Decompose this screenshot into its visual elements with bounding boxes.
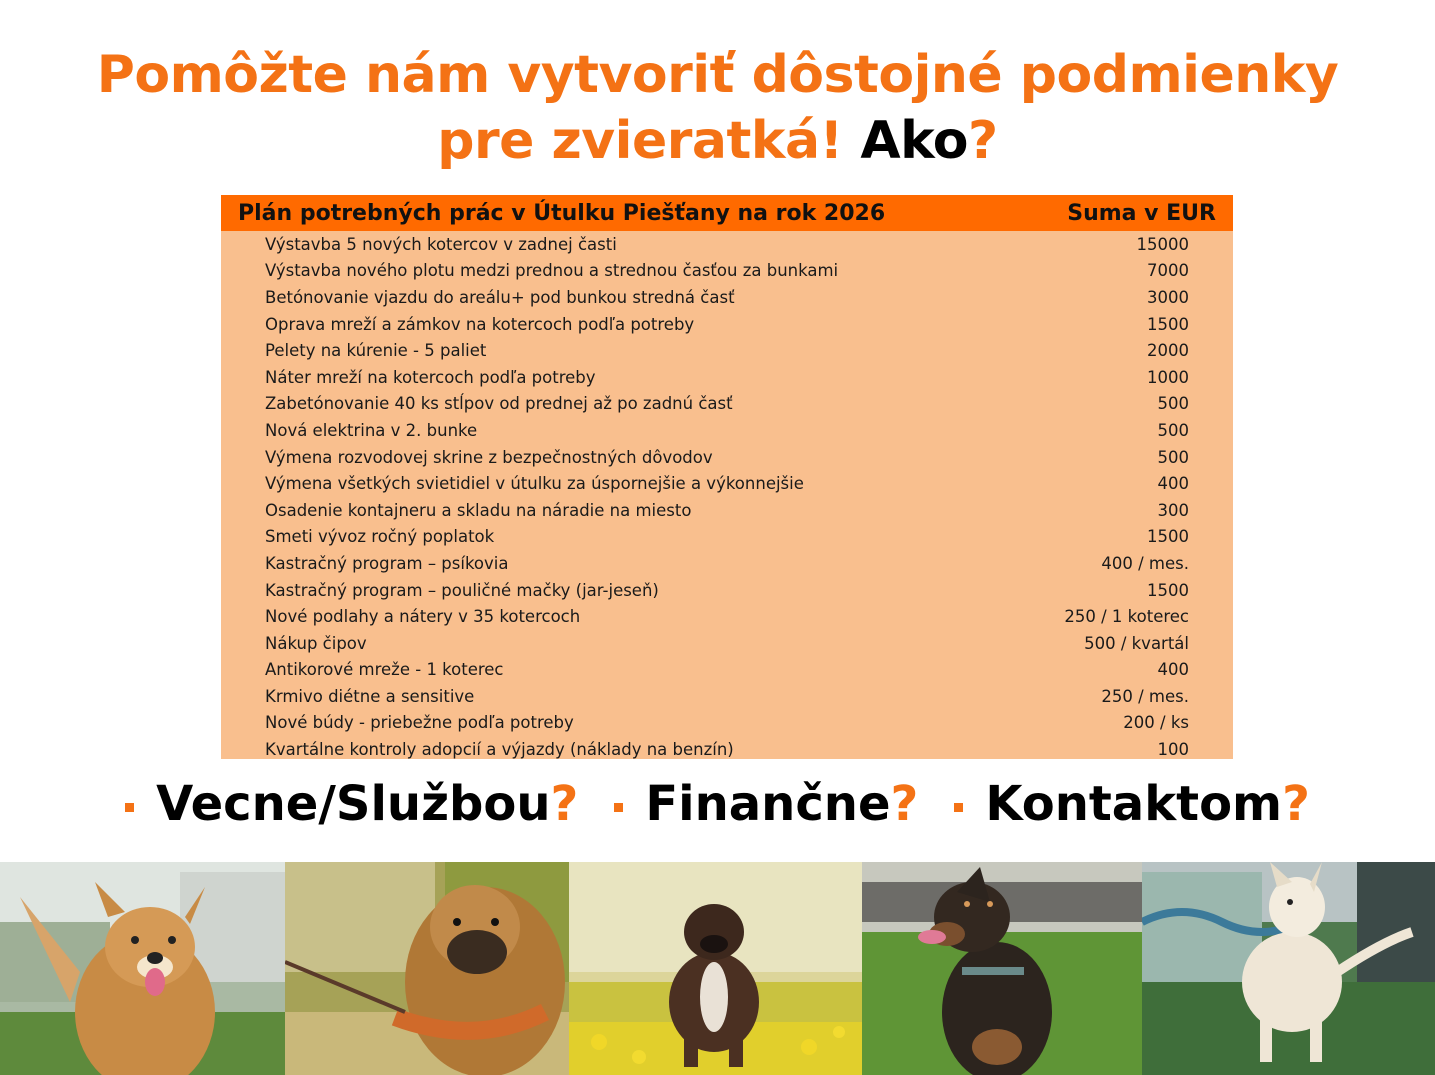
table-row <box>221 337 1233 364</box>
dog-photo-5 <box>1142 862 1435 1075</box>
table-row <box>221 550 1233 577</box>
row-sum: 400 <box>1157 660 1189 680</box>
row-item: Krmivo diétne a sensitive <box>265 686 475 706</box>
table-row <box>221 683 1233 710</box>
row-sum: 100 <box>1157 740 1189 760</box>
row-sum: 1000 <box>1147 367 1189 387</box>
row-item: Smeti vývoz ročný poplatok <box>265 527 495 547</box>
bullet-icon <box>954 803 963 812</box>
row-item: Výmena všetkých svietidiel v útulku za úspornejšie a výkonnejšie <box>265 474 804 494</box>
header-plan: Plán potrebných prác v Útulku Piešťany na rok 2026 <box>238 200 886 226</box>
dog-photo-2 <box>285 862 569 1075</box>
table-row <box>221 231 1233 258</box>
table-row <box>221 710 1233 737</box>
row-item: Kastračný program – psíkovia <box>265 553 509 573</box>
header-sum: Suma v EUR <box>1067 200 1216 226</box>
bullet-icon <box>125 803 134 812</box>
table-row <box>221 603 1233 630</box>
way-contact-qmark: ? <box>1282 776 1310 832</box>
row-sum: 1500 <box>1147 314 1189 334</box>
row-sum: 400 / mes. <box>1101 553 1189 573</box>
table-row <box>221 284 1233 311</box>
way-contact-label: Kontaktom <box>985 776 1283 832</box>
row-item: Nové podlahy a nátery v 35 kotercoch <box>265 607 581 627</box>
title-line-2 <box>0 108 1435 174</box>
row-sum: 500 <box>1157 394 1189 414</box>
row-sum: 500 <box>1157 420 1189 440</box>
row-sum: 500 / kvartál <box>1084 633 1189 653</box>
table-row <box>221 657 1233 684</box>
way-in-kind-label: Vecne/Službou <box>156 776 551 832</box>
table-row <box>221 524 1233 551</box>
row-sum: 250 / 1 koterec <box>1064 607 1189 627</box>
way-contact <box>954 776 1310 832</box>
dog-photo-3 <box>569 862 862 1075</box>
table-header <box>221 195 1233 231</box>
row-item: Výstavba nového plotu medzi prednou a strednou časťou za bunkami <box>265 261 839 281</box>
row-sum: 3000 <box>1147 287 1189 307</box>
table-row <box>221 311 1233 338</box>
row-sum: 15000 <box>1136 234 1189 254</box>
page-title <box>0 42 1435 174</box>
row-item: Pelety na kúrenie - 5 paliet <box>265 341 487 361</box>
table-row <box>221 417 1233 444</box>
table-row <box>221 444 1233 471</box>
table-row <box>221 391 1233 418</box>
table-row <box>221 736 1233 763</box>
row-sum: 300 <box>1157 500 1189 520</box>
way-in-kind-qmark: ? <box>550 776 579 832</box>
row-sum: 1500 <box>1147 580 1189 600</box>
title-line-2-text: pre zvieratká! <box>437 111 843 171</box>
title-line-1: Pomôžte nám vytvoriť dôstojné podmienky <box>96 45 1339 105</box>
way-financial-qmark: ? <box>890 776 919 832</box>
row-item: Betónovanie vjazdu do areálu+ pod bunkou stredná časť <box>265 287 735 307</box>
ways-to-help <box>0 776 1435 832</box>
table-row <box>221 497 1233 524</box>
row-sum: 1500 <box>1147 527 1189 547</box>
row-item: Osadenie kontajneru a skladu na náradie na miesto <box>265 500 692 520</box>
way-in-kind <box>125 776 578 832</box>
table-row <box>221 258 1233 285</box>
dog-photo-1 <box>0 862 285 1075</box>
table-row <box>221 630 1233 657</box>
dog-photo-4 <box>862 862 1142 1075</box>
work-plan-table <box>221 195 1233 759</box>
row-item: Zabetónovanie 40 ks stĺpov od prednej až po zadnú časť <box>265 394 733 414</box>
row-sum: 250 / mes. <box>1101 686 1189 706</box>
way-financial-label: Finančne <box>645 776 891 832</box>
row-sum: 7000 <box>1147 261 1189 281</box>
table-body <box>221 231 1233 763</box>
row-item: Nová elektrina v 2. bunke <box>265 420 478 440</box>
way-financial <box>614 776 918 832</box>
table-row <box>221 470 1233 497</box>
table-row <box>221 577 1233 604</box>
title-qmark: ? <box>968 111 998 171</box>
row-sum: 2000 <box>1147 341 1189 361</box>
title-ask: Ako <box>860 111 969 171</box>
row-item: Výmena rozvodovej skrine z bezpečnostných dôvodov <box>265 447 713 467</box>
dog-photo-strip <box>0 862 1435 1075</box>
row-sum: 200 / ks <box>1123 713 1189 733</box>
row-item: Nákup čipov <box>265 633 367 653</box>
row-sum: 400 <box>1157 474 1189 494</box>
row-sum: 500 <box>1157 447 1189 467</box>
table-row <box>221 364 1233 391</box>
row-item: Oprava mreží a zámkov na kotercoch podľa potreby <box>265 314 695 334</box>
bullet-icon <box>614 803 623 812</box>
row-item: Náter mreží na kotercoch podľa potreby <box>265 367 596 387</box>
row-item: Antikorové mreže - 1 koterec <box>265 660 504 680</box>
row-item: Kastračný program – pouličné mačky (jar-jeseň) <box>265 580 659 600</box>
row-item: Nové búdy - priebežne podľa potreby <box>265 713 574 733</box>
row-item: Výstavba 5 nových kotercov v zadnej časti <box>265 234 617 254</box>
row-item: Kvartálne kontroly adopcií a výjazdy (náklady na benzín) <box>265 740 734 760</box>
